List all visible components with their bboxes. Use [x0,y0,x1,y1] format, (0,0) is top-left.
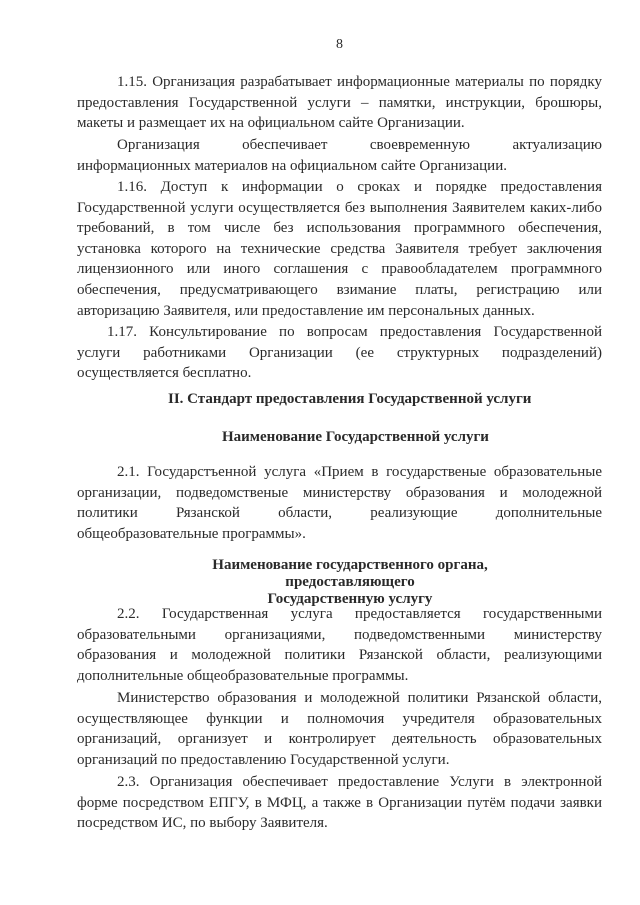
text-line: 2.2. Государственная услуга предоставляется государственными [117,606,602,622]
text-line: организации, подведомственые министерству образования и молодежной [77,484,602,501]
paragraph-ministry [77,688,602,770]
subheading-authority-line1: Наименование государственного органа, предоставляющего [212,557,488,590]
subheading-authority [150,557,550,608]
text-line: Министерство образования и молодежной политики Рязанской области, [117,690,602,706]
text-line: организаций, организует и контролирует деятельность образовательных [77,731,602,748]
text-line: требований, в том числе без использования программного обеспечения, [77,220,602,237]
text-line: общеобразовательные программы». [77,525,306,542]
text-line: дополнительные общеобразовательные программы. [77,667,409,684]
text-line: посредством ИС, по выбору Заявителя. [77,815,328,832]
text-line: Организация обеспечивает своевременную актуализацию [117,137,602,153]
paragraph-1-15 [77,72,602,134]
page-number: 8 [336,37,343,52]
paragraph-2-2 [77,604,602,686]
text-line: политики Рязанской области, реализующие дополнительные [77,505,602,522]
section-heading: II. Стандарт предоставления Государственной услуги [168,391,532,407]
text-line: лицензионного или иного соглашения с правообладателем программного [77,261,602,278]
subheading-authority-line2: Государственную услугу [267,591,433,607]
subheading-service-name: Наименование Государственной услуги [222,429,489,445]
paragraph-1-17 [77,322,602,384]
text-line: авторизацию Заявителя, или предоставление им персональных данных. [77,302,535,319]
text-line: осуществляется бесплатно. [77,365,252,382]
text-line: предоставления Государственной услуги – памятки, инструкции, брошюры, [77,94,602,111]
text-line: Государственной услуги осуществляется без выполнения Заявителем каких-либо [77,199,602,216]
text-line: образовательными организациями, подведомственными министерству [77,626,602,643]
text-line: форме посредством ЕПГУ, в МФЦ, а также в Организации путём подачи заявки [77,794,602,811]
text-line: услуги работниками Организации (ее структурных подразделений) [77,344,602,361]
paragraph-1-16 [77,177,602,321]
text-line: осуществляющее функции и полномочия учредителя образовательных [77,710,602,727]
text-line: организаций по предоставлению Государственной услуги. [77,751,450,768]
text-line: информационных материалов на официальном сайте Организации. [77,157,507,174]
paragraph-2-1 [77,462,602,544]
paragraph-2-3 [77,772,602,834]
text-line: 1.16. Доступ к информации о сроках и порядке предоставления [117,179,602,195]
paragraph-organization-updates [77,135,602,176]
text-line: 2.1. Государстъенной услуга «Прием в государственые образовательные [117,464,602,480]
text-line: установка которого на технические средства Заявителя требует заключения [77,240,602,257]
text-line: 1.15. Организация разрабатывает информационные материалы по порядку [117,74,602,90]
text-line: обеспечения, предусматривающего взимание платы, регистрацию или [77,281,602,298]
text-line: 1.17. Консультирование по вопросам предоставления Государственной [107,324,602,340]
text-line: макеты и размещает их на официальном сайте Организации. [77,115,465,132]
text-line: 2.3. Организация обеспечивает предоставление Услуги в электронной [117,774,602,790]
text-line: образования и молодежной политики Рязанской области, реализующими [77,647,602,664]
